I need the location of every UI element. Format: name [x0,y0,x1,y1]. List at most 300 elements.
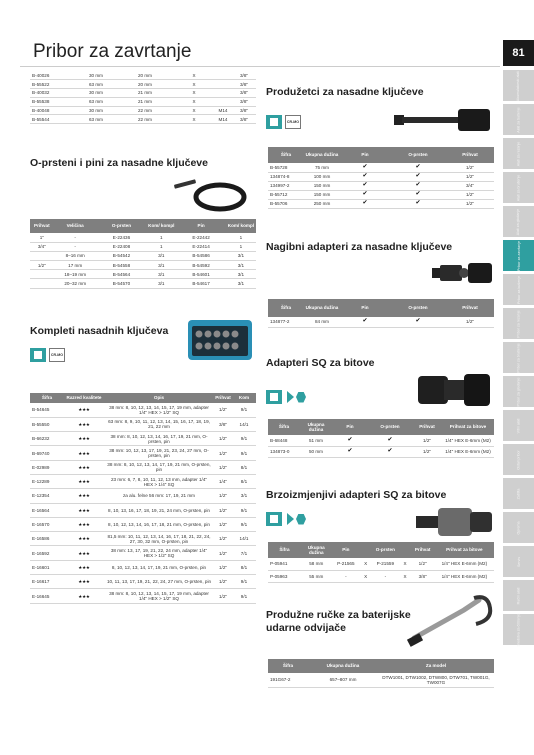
column-header: Pin [332,542,361,558]
table-cell: 1/2" [214,403,232,417]
column-header: Šifra [268,147,304,163]
table-cell: P-05963 [268,570,301,582]
table-row [30,97,256,106]
title-rule [20,66,500,67]
table-cell: 22 mm [116,115,174,124]
column-header: Kom [232,393,256,403]
oring-heading: O-prsteni i pini za nasadne ključeve [30,157,208,169]
table-cell: ★★★ [64,575,104,589]
column-header: Šifra [268,542,301,558]
quick-adapter-image [414,502,494,542]
table-cell: ✔ [332,446,368,457]
column-header: Prihvat za bitove [435,542,494,558]
table-cell: 150 mm [304,181,340,190]
sq-table [268,419,494,458]
table-cell: 1/2" [214,432,232,446]
table-cell: 134997-2 [268,181,304,190]
table-cell: ★★★ [64,417,104,431]
table-cell: 1/2" [214,589,232,603]
table-cell: M14 [214,115,232,124]
sidebar-tab-label: Akumulatorski alati [516,70,521,101]
table-cell: ✔ [368,435,412,446]
sidebar-tab-label: Pribor za rezanje [516,309,521,338]
table-cell: ✔ [340,163,390,172]
sidebar-tab-label: Pribor za brušenje [516,342,521,373]
table-cell [214,89,232,98]
column-header: Prihvat za bitove [442,419,494,435]
table-cell: 134874-8 [268,172,304,181]
section-sidebar [503,70,534,648]
sidebar-tab[interactable] [503,274,534,305]
table-row [30,261,256,270]
column-header: Opis [104,393,214,403]
table-row [268,558,494,570]
table-cell: B-69740 [30,446,64,460]
table-row [30,489,256,503]
table-row [30,432,256,446]
table-cell: B-55728 [268,163,304,172]
table-cell: 20 mm [116,71,174,80]
table-cell: ★★★ [64,517,104,531]
sidebar-tab-label: Pribor za zavrtanje [516,240,521,271]
table-cell: 1/2" [214,546,232,560]
table-cell: 38 mm: 10, 12, 13, 17, 19, 21, 23, 24, 27 mm, O-prsten, pin [104,446,214,460]
quick-icons [266,512,306,526]
column-header: O-prsten [368,419,412,435]
sidebar-tab-label: Vrtni alati [516,418,521,433]
table-cell: B-54617 [176,279,226,288]
table-cell: 150 mm [304,190,340,199]
table-cell: B-55538 [30,97,76,106]
column-header: Prihvat [446,147,494,163]
table-row [268,446,494,457]
table-cell: 38 mm: 8, 10, 12, 13, 14, 16, 17, 19, 21 mm, O-prsten, pin [104,432,214,446]
table-cell: 8, 10, 12, 13, 14, 16, 17, 18, 21 mm, O-prsten, pin [104,517,214,531]
table-cell: ★★★ [64,532,104,546]
table-cell: 1/2" [214,489,232,503]
sidebar-tab-label: Alati za glodanje [516,208,521,235]
table-row [30,115,256,124]
table-cell: 1/2" [411,558,435,570]
table-cell: ✔ [340,317,390,327]
table-row [30,503,256,517]
table-cell: 58 mm [301,558,332,570]
table-cell: 22 mm [116,106,174,115]
table-cell: X [174,71,214,80]
column-header: O-prsten [390,299,446,317]
table-cell [214,97,232,106]
crmo-badge: CR-MO [285,115,301,129]
table-cell: ★★★ [64,474,104,488]
square-drive-icon [266,512,282,526]
table-cell: ✔ [390,199,446,208]
table-cell: E-16601 [30,560,64,574]
table-cell: 9/1 [232,432,256,446]
table-row [30,560,256,574]
table-cell: za alu. felne 56 mm: 17, 19, 21 mm [104,489,214,503]
table-cell: 8–16 mm [54,251,97,260]
column-header [360,542,371,558]
table-cell: E-16617 [30,575,64,589]
table-cell: 8/1 [232,560,256,574]
table-row [30,446,256,460]
table-cell: - [371,570,400,582]
table-cell: 3/8" [232,89,256,98]
table-row [268,673,494,687]
table-cell: 1/4" HEX E-6mm (M2) [442,446,494,457]
handles-table [268,659,494,688]
sidebar-tab[interactable] [503,444,534,475]
table-cell: 1/2" [214,460,232,474]
table-cell: B-66232 [30,432,64,446]
table-cell: 1/2" [214,503,232,517]
table-cell: 1 [226,242,256,251]
hex-icon [296,392,306,403]
table-cell: 191G67-2 [268,673,308,687]
extension-bar-image [392,100,494,140]
column-header: Razred kvalitete [64,393,104,403]
table-cell: 1/2" [446,172,494,181]
table-cell: X [174,106,214,115]
table-row [30,575,256,589]
table-cell: 1/2" [446,317,494,327]
table-row [268,435,494,446]
table-cell: ★★★ [64,403,104,417]
table-cell: B-40032 [30,89,76,98]
column-header: Za model [378,659,494,673]
table-cell [214,80,232,89]
table-cell: 84 mm [304,317,340,327]
table-cell: 1 [146,242,176,251]
table-header-row [268,659,494,673]
table-cell: E-16586 [30,532,64,546]
table-cell: B-55550 [30,417,64,431]
table-cell: 1 [146,233,176,242]
table-row [268,172,494,181]
table-row [268,163,494,172]
kits-table [30,393,256,604]
table-cell: ✔ [340,190,390,199]
sidebar-tab[interactable] [503,206,534,237]
column-header: Prihvat [411,542,435,558]
square-drive-icon [266,390,282,404]
table-cell: ★★★ [64,589,104,603]
table-cell: X [174,115,214,124]
table-cell: E-22436 [97,233,147,242]
table-cell: 1/2" [446,199,494,208]
table-cell: - [332,570,361,582]
sidebar-tab[interactable] [503,138,534,169]
tilt-adapter-image [430,256,494,290]
sidebar-tab-label: Alati za bušenje [516,106,521,133]
table-cell: ✔ [390,181,446,190]
table-cell: 1/2" [214,575,232,589]
table-cell: 3/1 [232,489,256,503]
table-cell: 1/4" HEX E-6mm (M2) [442,435,494,446]
table-row [30,417,256,431]
table-cell: B-54592 [176,261,226,270]
column-header: Ukupna dužina [301,542,332,558]
table-cell: 1/2" [214,517,232,531]
tilt-table [268,299,494,328]
page-number: 81 [503,40,534,66]
sidebar-tab[interactable] [503,614,534,645]
column-header: Šifra [268,659,308,673]
table-cell: B-55712 [268,190,304,199]
sidebar-tab[interactable] [503,512,534,543]
table-cell: E-02989 [30,460,64,474]
table-cell: 38 mm: 8, 10, 12, 13, 14, 15, 17, 19 mm, adapter 1/4" HEX > 1/2" SQ [104,589,214,603]
table-cell: 9/1 [232,589,256,603]
handle-image [404,588,496,652]
table-cell: 1/2" [214,560,232,574]
sq-icons [266,390,306,404]
column-header: Veličina [54,219,97,233]
table-cell: ★★★ [64,503,104,517]
kits-heading: Kompleti nasadnih ključeva [30,325,169,337]
table-row [30,89,256,98]
table-cell: 1" [30,233,54,242]
sidebar-tab-label: Ručni alati [516,587,521,604]
column-header: Šifra [30,393,64,403]
table-cell: 8/1 [232,474,256,488]
table-cell: B-54645 [30,403,64,417]
table-cell: 3/1 [146,270,176,279]
table-cell: 1/2" [412,446,442,457]
column-header: Ukupna dužina [304,299,340,317]
table-cell: B-54564 [97,270,147,279]
table-cell: ✔ [340,172,390,181]
table-header-row [30,219,256,233]
table-cell: 3/8" [232,71,256,80]
table-cell: B-54558 [97,261,147,270]
table-cell [30,270,54,279]
table-cell: 3/1 [226,261,256,270]
table-cell: 14/1 [232,532,256,546]
table-cell: 50 mm [300,446,332,457]
table-cell: ✔ [390,190,446,199]
table-cell: 8, 10, 12, 13, 14, 17, 19, 21 mm, O-prsten, pin [104,560,214,574]
table-cell [30,251,54,260]
table-row [268,317,494,327]
sidebar-tab[interactable] [503,376,534,407]
page-title: Pribor za zavrtanje [33,41,192,62]
sidebar-tab[interactable] [503,580,534,611]
table-cell: 81,5 mm: 10, 11, 12, 13, 14, 16, 17, 18, 21, 22, 24, 27, 30, 32 mm, O-prsten, pin [104,532,214,546]
sidebar-tab[interactable] [503,240,534,271]
table-cell: 23 mm: 6, 7, 8, 10, 11, 12, 13 mm, adapter 1/4" HEX > 1/4" SQ [104,474,214,488]
table-row [30,279,256,288]
table-header-row [268,299,494,317]
table-cell: E-22442 [176,233,226,242]
table-cell: 3/1 [226,251,256,260]
table-row [30,474,256,488]
table-cell: 3/4" [30,242,54,251]
table-cell: 55 mm [301,570,332,582]
table-cell: 21 mm [116,89,174,98]
sidebar-tab-label: Pribor za glodanje [516,377,521,406]
table-row [268,190,494,199]
column-header: Prihvat [30,219,54,233]
table-cell: 7/1 [232,546,256,560]
table-cell: 1/2" [446,190,494,199]
table-cell: 1/4" HEX E-6mm (M2) [435,570,494,582]
sidebar-tab[interactable] [503,546,534,577]
table-cell: E-12289 [30,474,64,488]
table-cell: B-55544 [30,115,76,124]
table-cell: 1/4" [214,474,232,488]
table-row [30,460,256,474]
column-header: O-prsten [97,219,147,233]
sq-adapter-image [414,368,492,412]
table-cell: X [400,558,411,570]
table-cell: ★★★ [64,432,104,446]
table-cell: ★★★ [64,546,104,560]
table-cell: 63 mm [76,80,116,89]
table-cell: ✔ [390,172,446,181]
sidebar-tab-label: Zaštita [516,488,521,499]
sidebar-tab-label: Ostali pribor [516,449,521,470]
top-table [30,71,256,124]
sq-heading: Adapteri SQ za bitove [266,357,375,369]
sidebar-tab[interactable] [503,308,534,339]
column-header: Kom/ kompl [146,219,176,233]
table-cell: ★★★ [64,560,104,574]
table-cell: 1/2" [30,261,54,270]
sidebar-tab[interactable] [503,410,534,441]
column-header: Kom/ kompl [226,219,256,233]
sidebar-tab[interactable] [503,70,534,101]
sidebar-tab-label: Servis [516,556,521,567]
table-row [268,199,494,208]
table-cell: 3/1 [226,279,256,288]
table-cell: 3/8" [232,106,256,115]
table-header-row [268,147,494,163]
hex-icon [296,514,306,525]
table-row [268,570,494,582]
table-header-row [268,542,494,558]
table-cell: 51 mm [300,435,332,446]
kits-icons [30,348,65,362]
table-cell: 1/2" [446,163,494,172]
sidebar-tab-label: Alati za rezanje [516,141,521,166]
quick-heading: Brzoizmjenjivi adapteri SQ za bitove [266,489,447,501]
handles-heading: Produžne ručke za baterijske udarne odvijače [266,609,411,634]
table-cell: 9/1 [232,446,256,460]
table-cell: 250 mm [304,199,340,208]
table-cell: E-12354 [30,489,64,503]
table-row [30,546,256,560]
column-header: Ukupna dužina [304,147,340,163]
table-cell: B-54601 [176,270,226,279]
table-cell: P-05941 [268,558,301,570]
table-cell: 3/8" [232,115,256,124]
table-cell: 9/1 [232,403,256,417]
table-cell: E-16592 [30,546,64,560]
oring-table [30,219,256,289]
table-cell: E-16570 [30,517,64,531]
column-header: Prihvat [412,419,442,435]
table-cell: 8/1 [232,460,256,474]
sidebar-tab[interactable] [503,342,534,373]
table-row [30,233,256,242]
table-cell: X [360,570,371,582]
sidebar-tab[interactable] [503,478,534,509]
table-cell: 3/8" [232,80,256,89]
table-row [30,532,256,546]
table-cell: 8, 10, 13, 16, 17, 18, 19, 21, 24 mm, O-prsten, pin [104,503,214,517]
table-row [30,589,256,603]
table-cell: E-16645 [30,589,64,603]
table-cell: ★★★ [64,460,104,474]
table-cell: M14 [214,106,232,115]
table-cell [30,279,54,288]
table-cell: ✔ [340,181,390,190]
table-cell: 38 mm: 13, 17, 19, 21, 22, 24 mm, adapter 1/4" HEX > 1/2" SQ [104,546,214,560]
table-row [30,80,256,89]
table-cell: 30 mm [76,89,116,98]
table-cell: ★★★ [64,446,104,460]
sidebar-tab-label: Pribor za bušenje [516,275,521,304]
column-header: Prihvat [214,393,232,403]
table-cell: - [54,233,97,242]
sidebar-tab-label: Alati za brušenje [516,174,521,201]
arrow-icon [287,391,294,403]
oring-image [170,174,250,212]
column-header: O-prsten [371,542,400,558]
sidebar-tab[interactable] [503,104,534,135]
column-header: Prihvat [446,299,494,317]
table-cell: 3/8" [214,417,232,431]
table-cell: - [54,242,97,251]
extensions-heading: Produžetci za nasadne ključeve [266,86,424,98]
table-cell: 3/1 [146,261,176,270]
table-row [30,106,256,115]
extensions-icons [266,115,301,129]
table-cell: B-40048 [30,106,76,115]
table-cell: B-68448 [268,435,300,446]
socket-icon [266,115,282,129]
table-cell: 10, 11, 13, 17, 19, 21, 22, 24, 27 mm, O-prsten, pin [104,575,214,589]
column-header: Pin [176,219,226,233]
column-header: Ukupna dužina [308,659,378,673]
quick-table [268,542,494,583]
arrow-icon [287,513,294,525]
table-cell: 20 mm [116,80,174,89]
table-cell: DTW1001, DTW1002, DTW800, DTW701, TW001G, TW007G [378,673,494,687]
table-row [30,403,256,417]
table-cell: E-16564 [30,503,64,517]
tilt-heading: Nagibni adapteri za nasadne ključeve [266,241,453,253]
sidebar-tab-label: Sredstva za čišćenje [516,613,521,646]
table-cell: 38 mm: 8, 10, 12, 13, 14, 17, 19, 21 mm, O-prsten, pin [104,460,214,474]
table-cell: ★★★ [64,489,104,503]
sidebar-tab[interactable] [503,172,534,203]
table-cell: 38 mm: 8, 10, 12, 13, 14, 15, 17, 19 mm, adapter 1/4" HEX > 1/2" SQ [104,403,214,417]
table-row [30,517,256,531]
table-cell: E-22408 [97,242,147,251]
table-cell: 9/1 [232,503,256,517]
column-header: Pin [332,419,368,435]
table-cell: 14/1 [232,417,256,431]
table-cell: B-54586 [176,251,226,260]
sidebar-tab-label: Oprema [516,521,521,534]
table-cell: ✔ [368,446,412,457]
table-row [30,242,256,251]
extensions-table [268,147,494,209]
column-header: Pin [340,147,390,163]
table-cell: 3/1 [226,270,256,279]
